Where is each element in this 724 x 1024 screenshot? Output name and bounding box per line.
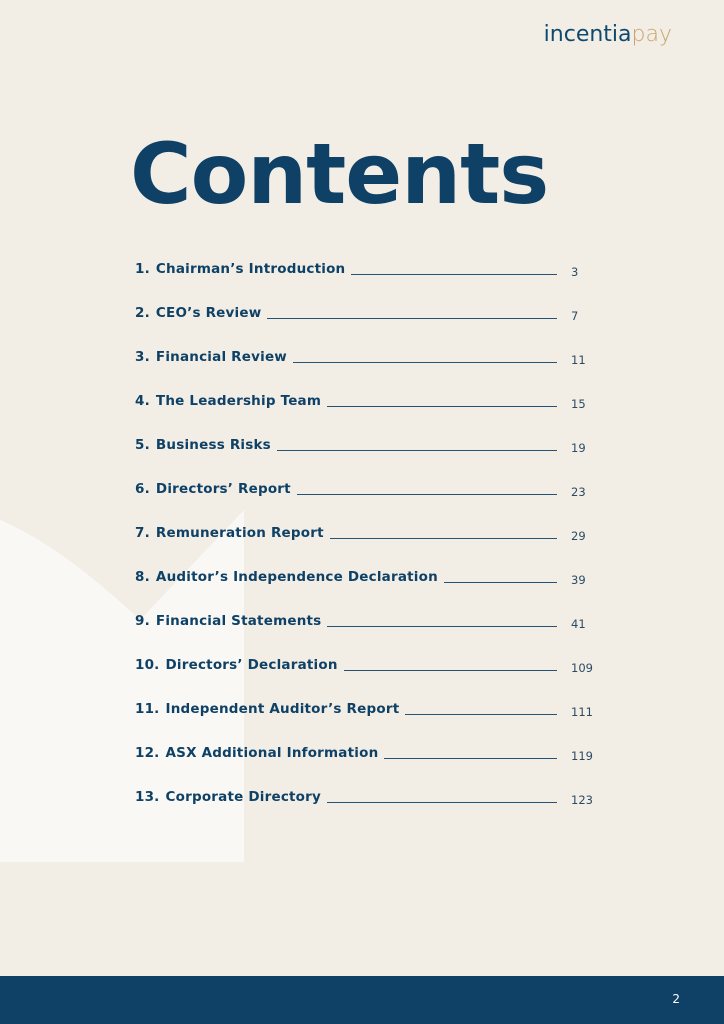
logo-text-incentia: incentia <box>543 22 632 47</box>
toc-item-remuneration-report[interactable] <box>135 517 605 561</box>
toc-item-title: Directors’ Report <box>155 481 291 497</box>
leader-line <box>344 670 557 671</box>
toc-item-leadership-team[interactable] <box>135 385 605 429</box>
toc-item-title: Remuneration Report <box>155 525 324 541</box>
leader-line <box>327 626 557 627</box>
toc-item-number: 4. <box>135 393 150 409</box>
toc-item-number: 5. <box>135 437 150 453</box>
toc-item-title: The Leadership Team <box>155 393 322 409</box>
toc-item-title: Auditor’s Independence Declaration <box>155 569 438 585</box>
toc-item-label <box>135 789 321 805</box>
toc-item-label <box>135 437 271 453</box>
toc-item-number: 12. <box>135 745 160 761</box>
toc-item-business-risks[interactable] <box>135 429 605 473</box>
leader-line <box>444 582 557 583</box>
toc-item-label <box>135 349 287 365</box>
toc-item-page: 7 <box>571 309 579 323</box>
footer-bar <box>0 976 724 1024</box>
toc-item-number: 3. <box>135 349 150 365</box>
toc-item-label <box>135 569 438 585</box>
toc-item-page: 123 <box>571 793 593 807</box>
toc-item-ceos-review[interactable] <box>135 297 605 341</box>
toc-item-title: Financial Statements <box>155 613 322 629</box>
toc-item-label <box>135 657 338 673</box>
table-of-contents <box>135 253 605 825</box>
leader-line <box>277 450 557 451</box>
leader-line <box>384 758 557 759</box>
toc-item-title: Directors’ Declaration <box>165 657 338 673</box>
toc-item-title: Corporate Directory <box>165 789 322 805</box>
toc-item-label <box>135 613 321 629</box>
leader-line <box>330 538 557 539</box>
leader-line <box>405 714 557 715</box>
toc-item-asx-additional-information[interactable] <box>135 737 605 781</box>
toc-item-label <box>135 701 399 717</box>
toc-item-chairmans-introduction[interactable] <box>135 253 605 297</box>
toc-item-page: 41 <box>571 617 586 631</box>
page-title: Contents <box>130 125 549 223</box>
toc-item-number: 8. <box>135 569 150 585</box>
toc-item-number: 2. <box>135 305 150 321</box>
incentiapay-logo <box>544 22 672 47</box>
toc-item-title: Independent Auditor’s Report <box>165 701 400 717</box>
toc-item-directors-declaration[interactable] <box>135 649 605 693</box>
toc-item-page: 109 <box>571 661 593 675</box>
toc-item-title: Financial Review <box>155 349 287 365</box>
toc-item-page: 29 <box>571 529 586 543</box>
toc-item-page: 11 <box>571 353 586 367</box>
toc-item-label <box>135 261 345 277</box>
toc-item-page: 19 <box>571 441 586 455</box>
toc-item-number: 7. <box>135 525 150 541</box>
toc-item-number: 11. <box>135 701 160 717</box>
logo-text-pay: pay <box>631 22 672 47</box>
toc-item-page: 15 <box>571 397 586 411</box>
toc-item-title: ASX Additional Information <box>165 745 379 761</box>
leader-line <box>267 318 557 319</box>
leader-line <box>293 362 557 363</box>
toc-item-page: 119 <box>571 749 593 763</box>
toc-item-label <box>135 745 378 761</box>
toc-item-corporate-directory[interactable] <box>135 781 605 825</box>
leader-line <box>351 274 557 275</box>
toc-item-financial-statements[interactable] <box>135 605 605 649</box>
toc-item-label <box>135 393 321 409</box>
toc-item-page: 23 <box>571 485 586 499</box>
toc-item-financial-review[interactable] <box>135 341 605 385</box>
toc-item-page: 111 <box>571 705 593 719</box>
toc-item-title: CEO’s Review <box>155 305 262 321</box>
toc-item-number: 10. <box>135 657 160 673</box>
toc-item-number: 1. <box>135 261 150 277</box>
toc-item-label <box>135 481 291 497</box>
leader-line <box>297 494 557 495</box>
toc-item-title: Chairman’s Introduction <box>155 261 346 277</box>
toc-item-number: 6. <box>135 481 150 497</box>
toc-item-label <box>135 305 261 321</box>
page-number: 2 <box>672 992 680 1006</box>
toc-item-number: 9. <box>135 613 150 629</box>
toc-item-directors-report[interactable] <box>135 473 605 517</box>
toc-item-auditors-independence-declaration[interactable] <box>135 561 605 605</box>
toc-item-page: 3 <box>571 265 579 279</box>
toc-item-independent-auditors-report[interactable] <box>135 693 605 737</box>
toc-item-number: 13. <box>135 789 160 805</box>
toc-item-page: 39 <box>571 573 586 587</box>
leader-line <box>327 406 557 407</box>
leader-line <box>327 802 557 803</box>
toc-item-title: Business Risks <box>155 437 271 453</box>
toc-item-label <box>135 525 324 541</box>
